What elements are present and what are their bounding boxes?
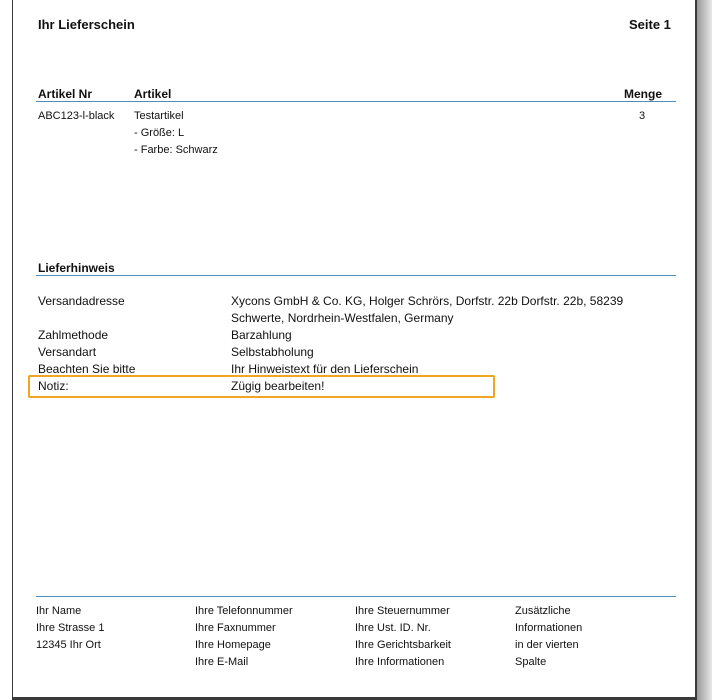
shipping-address-line: Schwerte, Nordrhein-Westfalen, Germany xyxy=(231,311,454,325)
delivery-section-title: Lieferhinweis xyxy=(38,261,115,275)
shipping-method-label: Versandart xyxy=(38,345,97,359)
footer-text: Ihre Steuernummer xyxy=(355,605,450,617)
footer-column-legal xyxy=(355,603,451,671)
payment-method-label: Zahlmethode xyxy=(38,328,109,342)
notice-label: Beachten Sie bitte xyxy=(38,362,136,376)
notice-value: Ihr Hinweistext für den Lieferschein xyxy=(231,362,419,376)
article-cell xyxy=(134,108,218,159)
page-number: Seite 1 xyxy=(629,17,671,32)
article-number-cell: ABC123-l-black xyxy=(38,110,115,122)
column-header-article: Artikel xyxy=(134,87,172,101)
note-label: Notiz: xyxy=(38,379,69,393)
footer-text: Spalte xyxy=(515,656,547,668)
viewer-shadow xyxy=(697,0,712,700)
footer-text: 12345 Ihr Ort xyxy=(36,639,101,651)
footer-text: Ihre Faxnummer xyxy=(195,622,276,634)
column-header-quantity: Menge xyxy=(624,87,663,101)
footer-text: Ihre Ust. ID. Nr. xyxy=(355,622,431,634)
footer-text: Ihre E-Mail xyxy=(195,656,249,668)
footer-text: Zusätzliche xyxy=(515,605,571,617)
table-header-rule xyxy=(36,101,676,102)
footer-text: in der vierten xyxy=(515,639,579,651)
footer-text: Ihre Informationen xyxy=(355,656,445,668)
article-option: - Größe: L xyxy=(134,127,185,139)
column-header-article-number: Artikel Nr xyxy=(38,87,93,101)
article-name: Testartikel xyxy=(134,110,184,122)
footer-text: Ihre Strasse 1 xyxy=(36,622,105,634)
delivery-section-rule xyxy=(36,275,676,276)
note-highlight-box xyxy=(28,375,495,398)
quantity-cell: 3 xyxy=(639,110,646,122)
note-value: Zügig bearbeiten! xyxy=(231,379,325,393)
article-option: - Farbe: Schwarz xyxy=(134,144,218,156)
document-title: Ihr Lieferschein xyxy=(38,17,135,32)
footer-column-address xyxy=(36,603,104,654)
footer-text: Ihre Homepage xyxy=(195,639,271,651)
page-border-left xyxy=(12,0,13,700)
footer-column-contact xyxy=(195,603,293,671)
shipping-address-line: Xycons GmbH & Co. KG, Holger Schrörs, Dorfstr. 22b Dorfstr. 22b, 58239 xyxy=(231,294,624,308)
footer-text: Ihre Gerichtsbarkeit xyxy=(355,639,451,651)
footer-text: Informationen xyxy=(515,622,583,634)
shipping-address-value xyxy=(231,293,681,327)
footer-column-additional xyxy=(515,603,582,671)
footer-rule xyxy=(36,596,676,597)
shipping-address-label: Versandadresse xyxy=(38,294,125,308)
footer-text: Ihre Telefonnummer xyxy=(195,605,293,617)
payment-method-value: Barzahlung xyxy=(231,328,292,342)
footer-text: Ihr Name xyxy=(36,605,82,617)
shipping-method-value: Selbstabholung xyxy=(231,345,314,359)
